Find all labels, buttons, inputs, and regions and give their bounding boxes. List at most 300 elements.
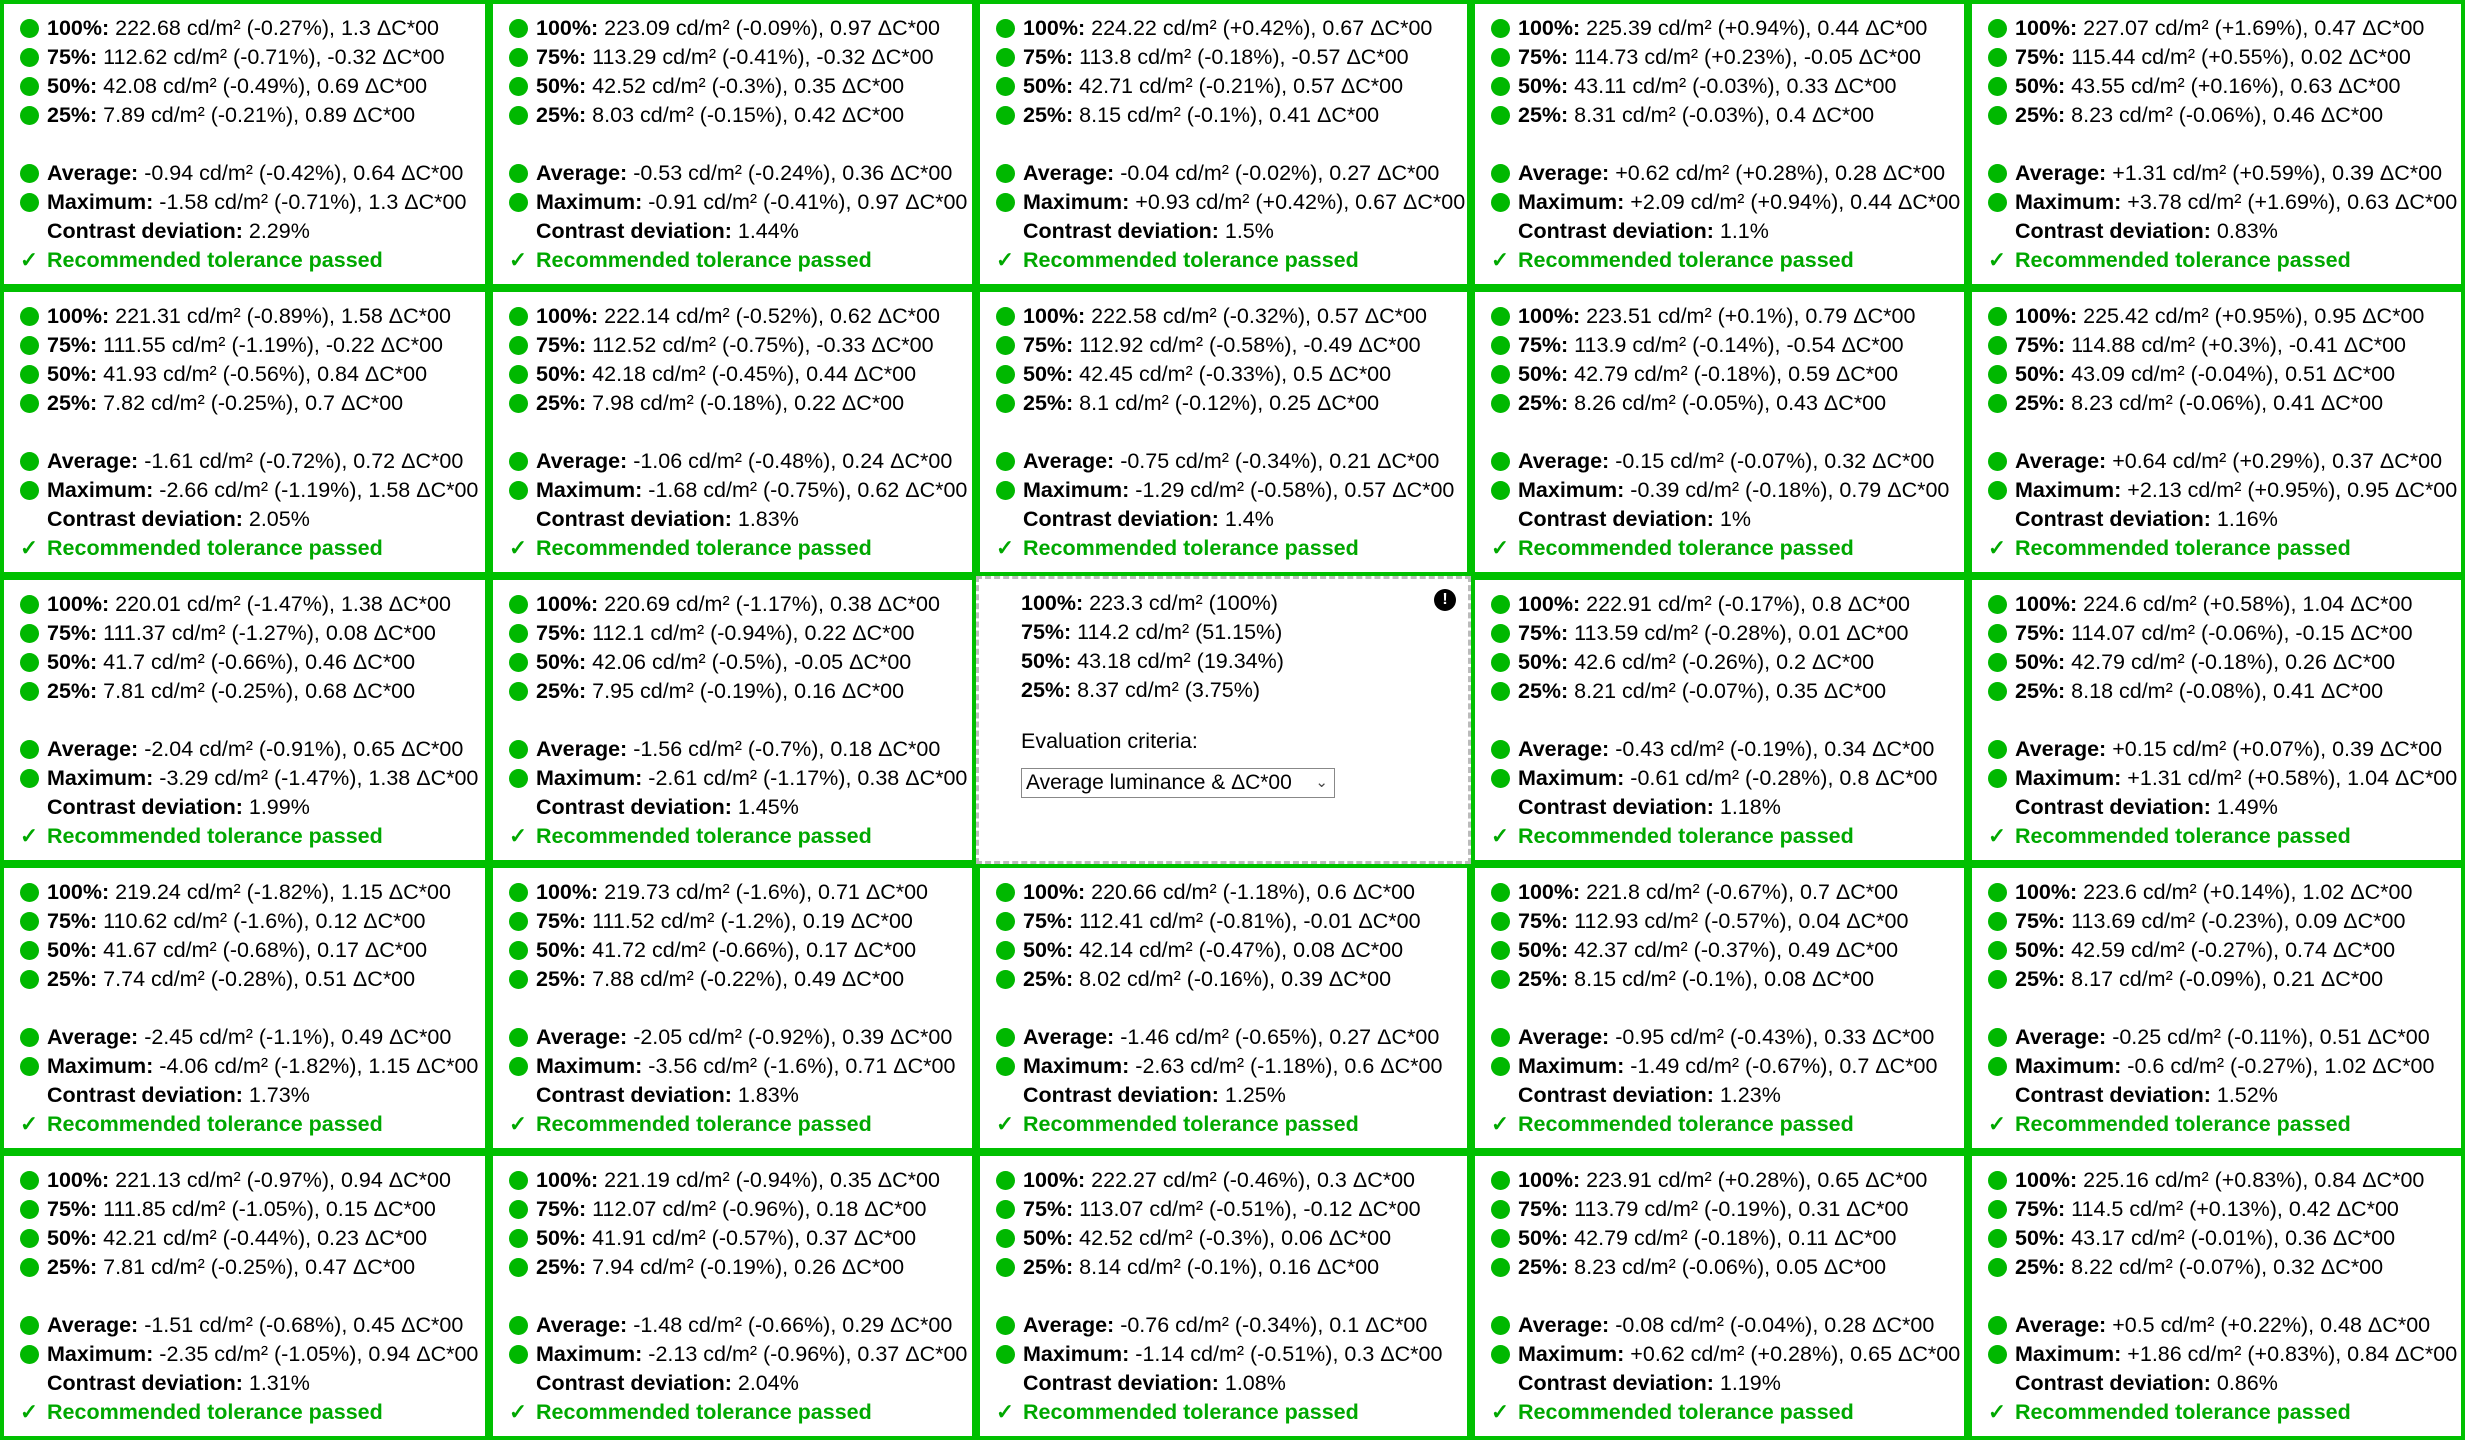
row-label: 25%:: [1023, 967, 1074, 991]
measurement-cell: [1471, 576, 1968, 864]
status-dot-icon: [20, 970, 39, 989]
row-label: 50%:: [47, 938, 98, 962]
row-value: -4.06 cd/m² (-1.82%), 1.15 ΔC*00: [153, 1054, 479, 1078]
status-dot-icon: [1988, 19, 2007, 38]
row-value: -0.43 cd/m² (-0.19%), 0.34 ΔC*00: [1609, 737, 1935, 761]
measurement-row: [996, 965, 1467, 994]
row-value: 1.52%: [2210, 1083, 2278, 1107]
checkmark-icon: ✓: [1491, 536, 1510, 560]
row-label: Contrast deviation:: [536, 1083, 732, 1107]
measurement-cell: [976, 1152, 1471, 1440]
measurement-row: [509, 72, 972, 101]
status-dot-icon: [996, 1229, 1015, 1248]
tolerance-status: [20, 534, 485, 563]
status-dot-icon: [996, 19, 1015, 38]
row-label: 50%:: [536, 1226, 587, 1250]
row-label: 75%:: [536, 45, 587, 69]
row-value: 1.1%: [1713, 219, 1769, 243]
row-value: -1.48 cd/m² (-0.66%), 0.29 ΔC*00: [627, 1313, 953, 1337]
row-value: 112.92 cd/m² (-0.58%), -0.49 ΔC*00: [1073, 333, 1421, 357]
measurement-row: [20, 101, 485, 130]
measurement-row: [1988, 72, 2461, 101]
status-dot-icon: [1988, 394, 2007, 413]
reference-row: [979, 589, 1468, 618]
tolerance-status: [996, 534, 1467, 563]
status-dot-icon: [509, 48, 528, 67]
row-value: 223.91 cd/m² (+0.28%), 0.65 ΔC*00: [1580, 1168, 1928, 1192]
status-dot-icon: [509, 653, 528, 672]
measurement-row: [509, 1166, 972, 1195]
status-dot-icon: [996, 307, 1015, 326]
tolerance-status: [20, 1110, 485, 1139]
row-value: 113.69 cd/m² (-0.23%), 0.09 ΔC*00: [2065, 909, 2406, 933]
row-label: 25%:: [1023, 1255, 1074, 1279]
status-dot-icon: [1988, 452, 2007, 471]
row-label: Maximum:: [2015, 478, 2122, 502]
row-value: 111.55 cd/m² (-1.19%), -0.22 ΔC*00: [97, 333, 443, 357]
row-value: 1.16%: [2210, 507, 2278, 531]
measurement-row: [996, 1023, 1467, 1052]
status-dot-icon: [1491, 970, 1510, 989]
tolerance-passed-label: Recommended tolerance passed: [1023, 248, 1359, 272]
measurement-row: [1988, 188, 2461, 217]
row-value: 43.18 cd/m² (19.34%): [1071, 649, 1284, 673]
measurement-row: [1988, 159, 2461, 188]
row-label: 75%:: [2015, 1197, 2066, 1221]
tolerance-status: [509, 1110, 972, 1139]
row-label: 75%:: [1023, 45, 1074, 69]
measurement-cell: [976, 864, 1471, 1152]
status-dot-icon: [509, 1057, 528, 1076]
status-dot-icon: [996, 1200, 1015, 1219]
row-value: 8.17 cd/m² (-0.09%), 0.21 ΔC*00: [2065, 967, 2384, 991]
status-dot-icon: [509, 77, 528, 96]
row-label: 100%:: [47, 16, 110, 40]
measurement-row: [20, 965, 485, 994]
status-dot-icon: [1491, 682, 1510, 701]
row-value: 113.9 cd/m² (-0.14%), -0.54 ΔC*00: [1568, 333, 1904, 357]
row-value: 0.83%: [2210, 219, 2278, 243]
measurement-row: [20, 217, 485, 246]
measurement-row: [996, 188, 1467, 217]
row-label: 50%:: [2015, 650, 2066, 674]
row-label: 50%:: [47, 74, 98, 98]
row-label: Maximum:: [47, 478, 154, 502]
status-dot-icon: [1491, 77, 1510, 96]
measurement-cell: [1471, 864, 1968, 1152]
row-label: 75%:: [47, 909, 98, 933]
row-label: 100%:: [1023, 880, 1086, 904]
row-label: Average:: [2015, 1313, 2107, 1337]
measurement-row: [20, 1023, 485, 1052]
measurement-row: [996, 1369, 1467, 1398]
row-label: 75%:: [47, 1197, 98, 1221]
status-dot-icon: [1988, 1200, 2007, 1219]
row-label: Average:: [2015, 1025, 2107, 1049]
row-label: Average:: [2015, 737, 2107, 761]
tolerance-status: [996, 1110, 1467, 1139]
measurement-row: [20, 1052, 485, 1081]
row-value: -2.45 cd/m² (-1.1%), 0.49 ΔC*00: [138, 1025, 452, 1049]
row-label: Contrast deviation:: [47, 507, 243, 531]
row-label: Contrast deviation:: [1023, 1083, 1219, 1107]
row-value: 42.52 cd/m² (-0.3%), 0.06 ΔC*00: [1073, 1226, 1392, 1250]
row-value: +2.09 cd/m² (+0.94%), 0.44 ΔC*00: [1624, 190, 1961, 214]
row-value: 8.1 cd/m² (-0.12%), 0.25 ΔC*00: [1073, 391, 1380, 415]
row-label: Maximum:: [1518, 1054, 1625, 1078]
status-dot-icon: [996, 77, 1015, 96]
row-value: 112.07 cd/m² (-0.96%), 0.18 ΔC*00: [586, 1197, 927, 1221]
row-label: 25%:: [1518, 1255, 1569, 1279]
measurement-row: [996, 1311, 1467, 1340]
measurement-row: [996, 878, 1467, 907]
row-value: -0.53 cd/m² (-0.24%), 0.36 ΔC*00: [627, 161, 953, 185]
row-label: 25%:: [47, 1255, 98, 1279]
measurement-row: [1988, 590, 2461, 619]
status-dot-icon: [509, 481, 528, 500]
measurement-row: [509, 590, 972, 619]
tolerance-status: [1988, 246, 2461, 275]
row-value: +3.78 cd/m² (+1.69%), 0.63 ΔC*00: [2121, 190, 2458, 214]
checkmark-icon: ✓: [509, 1112, 528, 1136]
row-value: -0.39 cd/m² (-0.18%), 0.79 ΔC*00: [1624, 478, 1950, 502]
checkmark-icon: ✓: [1491, 248, 1510, 272]
measurement-cell: [1471, 288, 1968, 576]
row-value: 223.3 cd/m² (100%): [1083, 591, 1278, 615]
row-label: 100%:: [47, 304, 110, 328]
status-dot-icon: [996, 164, 1015, 183]
row-label: 25%:: [1023, 103, 1074, 127]
row-label: 25%:: [1518, 391, 1569, 415]
row-value: 113.79 cd/m² (-0.19%), 0.31 ΔC*00: [1568, 1197, 1909, 1221]
row-value: 1.45%: [731, 795, 799, 819]
status-dot-icon: [1491, 740, 1510, 759]
status-dot-icon: [20, 394, 39, 413]
row-value: 219.24 cd/m² (-1.82%), 1.15 ΔC*00: [109, 880, 451, 904]
status-dot-icon: [20, 452, 39, 471]
measurement-row: [509, 735, 972, 764]
measurement-row: [1988, 965, 2461, 994]
row-label: 50%:: [1023, 1226, 1074, 1250]
measurement-row: [1988, 1166, 2461, 1195]
measurement-row: [996, 1166, 1467, 1195]
row-value: 1.19%: [1713, 1371, 1781, 1395]
row-value: 7.98 cd/m² (-0.18%), 0.22 ΔC*00: [586, 391, 905, 415]
status-dot-icon: [509, 883, 528, 902]
measurement-cell: [1968, 576, 2465, 864]
row-label: 50%:: [536, 938, 587, 962]
row-value: 114.73 cd/m² (+0.23%), -0.05 ΔC*00: [1568, 45, 1921, 69]
measurement-cell: [1471, 0, 1968, 288]
row-label: 75%:: [536, 621, 587, 645]
tolerance-passed-label: Recommended tolerance passed: [1518, 1112, 1854, 1136]
row-value: +0.15 cd/m² (+0.07%), 0.39 ΔC*00: [2106, 737, 2443, 761]
row-label: Contrast deviation:: [1023, 219, 1219, 243]
reference-row: [979, 676, 1468, 705]
measurement-cell: [489, 864, 976, 1152]
row-value: 113.59 cd/m² (-0.28%), 0.01 ΔC*00: [1568, 621, 1909, 645]
row-value: 1.31%: [242, 1371, 310, 1395]
row-value: -0.95 cd/m² (-0.43%), 0.33 ΔC*00: [1609, 1025, 1935, 1049]
row-value: 115.44 cd/m² (+0.55%), 0.02 ΔC*00: [2065, 45, 2411, 69]
row-label: Contrast deviation:: [47, 795, 243, 819]
row-value: -1.06 cd/m² (-0.48%), 0.24 ΔC*00: [627, 449, 953, 473]
row-value: 225.39 cd/m² (+0.94%), 0.44 ΔC*00: [1580, 16, 1928, 40]
row-value: 7.88 cd/m² (-0.22%), 0.49 ΔC*00: [586, 967, 905, 991]
tolerance-passed-label: Recommended tolerance passed: [1518, 536, 1854, 560]
row-value: 227.07 cd/m² (+1.69%), 0.47 ΔC*00: [2077, 16, 2425, 40]
row-label: Average:: [536, 737, 628, 761]
status-dot-icon: [1491, 1057, 1510, 1076]
measurement-row: [20, 1253, 485, 1282]
measurement-row: [1491, 101, 1964, 130]
measurement-row: [1491, 1195, 1964, 1224]
row-label: 100%:: [1518, 1168, 1581, 1192]
row-value: 42.14 cd/m² (-0.47%), 0.08 ΔC*00: [1073, 938, 1404, 962]
chevron-down-icon: ⌄: [1315, 774, 1328, 791]
status-dot-icon: [20, 941, 39, 960]
row-value: 43.11 cd/m² (-0.03%), 0.33 ΔC*00: [1568, 74, 1897, 98]
row-value: 7.74 cd/m² (-0.28%), 0.51 ΔC*00: [97, 967, 416, 991]
row-label: 50%:: [1021, 649, 1072, 673]
row-label: Contrast deviation:: [1518, 219, 1714, 243]
row-value: +0.62 cd/m² (+0.28%), 0.28 ΔC*00: [1609, 161, 1946, 185]
status-dot-icon: [20, 682, 39, 701]
row-label: Average:: [47, 737, 139, 761]
row-label: 25%:: [536, 679, 587, 703]
row-label: 75%:: [1518, 45, 1569, 69]
status-dot-icon: [1988, 970, 2007, 989]
row-value: -3.56 cd/m² (-1.6%), 0.71 ΔC*00: [642, 1054, 956, 1078]
measurement-row: [1988, 217, 2461, 246]
measurement-row: [1988, 1023, 2461, 1052]
tolerance-passed-label: Recommended tolerance passed: [536, 824, 872, 848]
row-label: Average:: [536, 449, 628, 473]
row-value: 112.62 cd/m² (-0.71%), -0.32 ΔC*00: [97, 45, 445, 69]
row-value: -1.14 cd/m² (-0.51%), 0.3 ΔC*00: [1129, 1342, 1443, 1366]
status-dot-icon: [20, 307, 39, 326]
row-label: 50%:: [47, 362, 98, 386]
row-label: 50%:: [47, 1226, 98, 1250]
status-dot-icon: [20, 653, 39, 672]
row-label: Contrast deviation:: [2015, 1371, 2211, 1395]
row-value: 111.37 cd/m² (-1.27%), 0.08 ΔC*00: [97, 621, 436, 645]
row-value: 8.15 cd/m² (-0.1%), 0.08 ΔC*00: [1568, 967, 1875, 991]
row-label: 100%:: [2015, 16, 2078, 40]
measurement-row: [20, 43, 485, 72]
row-label: Average:: [1518, 1025, 1610, 1049]
measurement-row: [1988, 1195, 2461, 1224]
status-dot-icon: [20, 19, 39, 38]
measurement-cell: [0, 288, 489, 576]
checkmark-icon: ✓: [509, 536, 528, 560]
checkmark-icon: ✓: [1988, 824, 2007, 848]
measurement-row: [20, 677, 485, 706]
row-value: 7.81 cd/m² (-0.25%), 0.47 ΔC*00: [97, 1255, 416, 1279]
measurement-row: [509, 677, 972, 706]
measurement-row: [996, 1224, 1467, 1253]
measurement-row: [996, 302, 1467, 331]
tolerance-status: [996, 1398, 1467, 1427]
row-label: Contrast deviation:: [2015, 219, 2211, 243]
row-value: 41.91 cd/m² (-0.57%), 0.37 ΔC*00: [586, 1226, 917, 1250]
row-value: +2.13 cd/m² (+0.95%), 0.95 ΔC*00: [2121, 478, 2458, 502]
row-label: 50%:: [2015, 938, 2066, 962]
row-label: Maximum:: [47, 190, 154, 214]
row-label: 100%:: [2015, 1168, 2078, 1192]
measurement-cell: [0, 864, 489, 1152]
row-value: -0.91 cd/m² (-0.41%), 0.97 ΔC*00: [642, 190, 968, 214]
status-dot-icon: [996, 193, 1015, 212]
evaluation-criteria-label: Evaluation criteria:: [1021, 729, 1198, 753]
measurement-row: [20, 447, 485, 476]
row-value: -2.05 cd/m² (-0.92%), 0.39 ΔC*00: [627, 1025, 953, 1049]
row-label: Maximum:: [47, 766, 154, 790]
row-label: 100%:: [47, 880, 110, 904]
measurement-row: [509, 619, 972, 648]
row-label: Maximum:: [2015, 190, 2122, 214]
measurement-row: [1988, 1340, 2461, 1369]
row-value: +0.62 cd/m² (+0.28%), 0.65 ΔC*00: [1624, 1342, 1961, 1366]
measurement-cell: [1968, 0, 2465, 288]
measurement-row: [509, 159, 972, 188]
measurement-row: [996, 72, 1467, 101]
row-label: Maximum:: [47, 1054, 154, 1078]
status-dot-icon: [996, 970, 1015, 989]
row-value: 43.17 cd/m² (-0.01%), 0.36 ΔC*00: [2065, 1226, 2396, 1250]
measurement-row: [1491, 878, 1964, 907]
measurement-cell: [1968, 1152, 2465, 1440]
checkmark-icon: ✓: [509, 248, 528, 272]
row-value: 8.26 cd/m² (-0.05%), 0.43 ΔC*00: [1568, 391, 1887, 415]
row-label: 100%:: [1518, 880, 1581, 904]
measurement-cell: [489, 576, 976, 864]
row-value: 43.09 cd/m² (-0.04%), 0.51 ΔC*00: [2065, 362, 2396, 386]
row-label: 75%:: [536, 1197, 587, 1221]
row-value: -0.04 cd/m² (-0.02%), 0.27 ΔC*00: [1114, 161, 1440, 185]
row-value: 8.31 cd/m² (-0.03%), 0.4 ΔC*00: [1568, 103, 1875, 127]
measurement-row: [996, 217, 1467, 246]
measurement-row: [20, 302, 485, 331]
reference-cell: [976, 576, 1471, 864]
row-label: Average:: [47, 1313, 139, 1337]
row-label: Average:: [536, 1313, 628, 1337]
tolerance-status: [1988, 822, 2461, 851]
row-value: 114.07 cd/m² (-0.06%), -0.15 ΔC*00: [2065, 621, 2413, 645]
row-label: 100%:: [536, 1168, 599, 1192]
row-value: 225.16 cd/m² (+0.83%), 0.84 ΔC*00: [2077, 1168, 2425, 1192]
row-label: 50%:: [1023, 938, 1074, 962]
measurement-row: [1988, 14, 2461, 43]
measurement-cell: [0, 1152, 489, 1440]
measurement-row: [996, 389, 1467, 418]
row-value: 7.82 cd/m² (-0.25%), 0.7 ΔC*00: [97, 391, 404, 415]
row-label: 25%:: [2015, 1255, 2066, 1279]
status-dot-icon: [1491, 769, 1510, 788]
row-label: Average:: [1023, 161, 1115, 185]
row-label: Average:: [536, 161, 628, 185]
row-value: 7.94 cd/m² (-0.19%), 0.26 ΔC*00: [586, 1255, 905, 1279]
measurement-row: [20, 1195, 485, 1224]
row-value: -0.76 cd/m² (-0.34%), 0.1 ΔC*00: [1114, 1313, 1428, 1337]
row-label: Contrast deviation:: [1518, 1083, 1714, 1107]
row-value: -1.49 cd/m² (-0.67%), 0.7 ΔC*00: [1624, 1054, 1938, 1078]
tolerance-status: [509, 246, 972, 275]
measurement-row: [20, 735, 485, 764]
measurement-row: [20, 188, 485, 217]
status-dot-icon: [509, 1171, 528, 1190]
row-value: -0.15 cd/m² (-0.07%), 0.32 ΔC*00: [1609, 449, 1935, 473]
tolerance-passed-label: Recommended tolerance passed: [47, 824, 383, 848]
measurement-row: [996, 1195, 1467, 1224]
row-label: Contrast deviation:: [47, 1371, 243, 1395]
row-value: -2.66 cd/m² (-1.19%), 1.58 ΔC*00: [153, 478, 479, 502]
row-value: +0.93 cd/m² (+0.42%), 0.67 ΔC*00: [1129, 190, 1466, 214]
info-icon[interactable]: !: [1434, 589, 1456, 611]
evaluation-criteria-select[interactable]: [1021, 768, 1335, 798]
tolerance-passed-label: Recommended tolerance passed: [2015, 248, 2351, 272]
row-label: Contrast deviation:: [536, 507, 732, 531]
row-label: Contrast deviation:: [2015, 507, 2211, 531]
row-value: -2.35 cd/m² (-1.05%), 0.94 ΔC*00: [153, 1342, 479, 1366]
measurement-row: [509, 302, 972, 331]
row-value: -0.61 cd/m² (-0.28%), 0.8 ΔC*00: [1624, 766, 1938, 790]
measurement-row: [1491, 1340, 1964, 1369]
row-value: 8.23 cd/m² (-0.06%), 0.46 ΔC*00: [2065, 103, 2384, 127]
row-label: Average:: [1518, 1313, 1610, 1337]
row-value: 1.99%: [242, 795, 310, 819]
row-value: 221.8 cd/m² (-0.67%), 0.7 ΔC*00: [1580, 880, 1899, 904]
checkmark-icon: ✓: [1491, 824, 1510, 848]
row-label: 50%:: [47, 650, 98, 674]
row-value: 220.01 cd/m² (-1.47%), 1.38 ΔC*00: [109, 592, 451, 616]
status-dot-icon: [1491, 164, 1510, 183]
tolerance-passed-label: Recommended tolerance passed: [2015, 536, 2351, 560]
row-value: -0.94 cd/m² (-0.42%), 0.64 ΔC*00: [138, 161, 464, 185]
measurement-row: [1491, 619, 1964, 648]
status-dot-icon: [1988, 193, 2007, 212]
row-value: 41.72 cd/m² (-0.66%), 0.17 ΔC*00: [586, 938, 917, 962]
measurement-row: [1988, 764, 2461, 793]
tolerance-status: [1988, 1110, 2461, 1139]
measurement-row: [20, 72, 485, 101]
row-label: 25%:: [536, 967, 587, 991]
measurement-row: [1988, 1311, 2461, 1340]
measurement-row: [1988, 1081, 2461, 1110]
measurement-row: [509, 764, 972, 793]
tolerance-passed-label: Recommended tolerance passed: [2015, 1112, 2351, 1136]
row-label: Contrast deviation:: [47, 1083, 243, 1107]
status-dot-icon: [509, 307, 528, 326]
row-label: 100%:: [47, 592, 110, 616]
measurement-row: [1491, 907, 1964, 936]
status-dot-icon: [20, 1171, 39, 1190]
row-value: 223.09 cd/m² (-0.09%), 0.97 ΔC*00: [598, 16, 940, 40]
row-value: 7.89 cd/m² (-0.21%), 0.89 ΔC*00: [97, 103, 416, 127]
status-dot-icon: [1491, 336, 1510, 355]
row-label: Maximum:: [536, 1342, 643, 1366]
row-value: +1.86 cd/m² (+0.83%), 0.84 ΔC*00: [2121, 1342, 2458, 1366]
status-dot-icon: [509, 106, 528, 125]
row-value: 222.58 cd/m² (-0.32%), 0.57 ΔC*00: [1085, 304, 1427, 328]
status-dot-icon: [996, 1345, 1015, 1364]
measurement-row: [509, 1253, 972, 1282]
status-dot-icon: [20, 1316, 39, 1335]
checkmark-icon: ✓: [1491, 1112, 1510, 1136]
row-value: 1.44%: [731, 219, 799, 243]
measurement-row: [20, 1166, 485, 1195]
measurement-row: [1988, 101, 2461, 130]
